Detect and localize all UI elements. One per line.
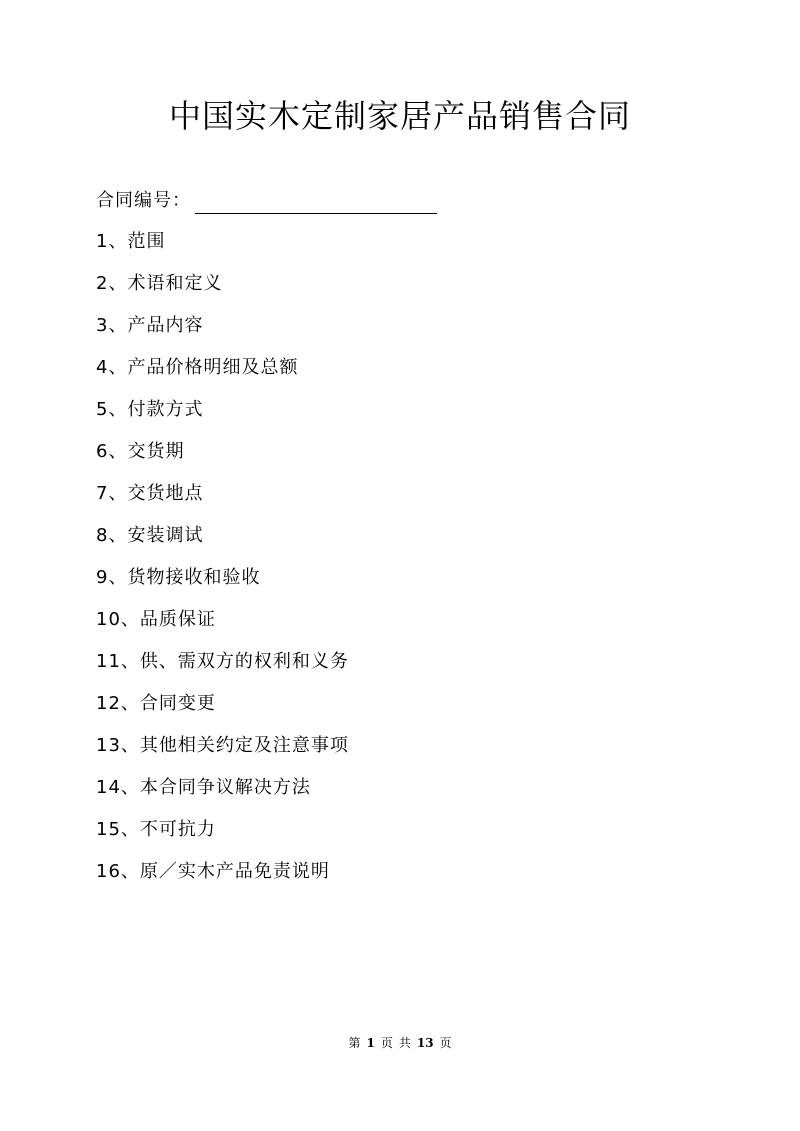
toc-item: 5、付款方式: [96, 399, 204, 420]
footer-total-word: 共: [398, 1036, 411, 1050]
toc-item: 8、安装调试: [96, 525, 204, 546]
toc-item: 13、其他相关约定及注意事项: [96, 735, 349, 756]
toc-item: 4、产品价格明细及总额: [96, 357, 299, 378]
toc-item: 1、范围: [96, 231, 166, 252]
footer-suffix: 页: [439, 1036, 452, 1050]
toc-item: 6、交货期: [96, 441, 185, 462]
toc-item: 2、术语和定义: [96, 273, 223, 294]
contract-number-row: [96, 188, 437, 214]
table-of-contents: [96, 229, 349, 901]
toc-item: 11、供、需双方的权利和义务: [96, 651, 349, 672]
toc-item: 10、品质保证: [96, 609, 216, 630]
page-footer: [0, 1035, 800, 1051]
toc-item: 14、本合同争议解决方法: [96, 777, 311, 798]
footer-total-pages: 13: [416, 1036, 434, 1050]
toc-item: 7、交货地点: [96, 483, 204, 504]
toc-item: 16、原／实木产品免责说明: [96, 861, 330, 882]
footer-current-page: 1: [366, 1036, 375, 1050]
toc-item: 12、合同变更: [96, 693, 216, 714]
toc-item: 9、货物接收和验收: [96, 567, 261, 588]
footer-page-word: 页: [380, 1036, 393, 1050]
contract-number-label: 合同编号：: [96, 190, 191, 211]
toc-item: 3、产品内容: [96, 315, 204, 336]
footer-prefix: 第: [348, 1036, 361, 1050]
document-title: 中国实木定制家居产品销售合同: [168, 97, 631, 135]
contract-number-blank: [195, 193, 437, 214]
toc-item: 15、不可抗力: [96, 819, 216, 840]
